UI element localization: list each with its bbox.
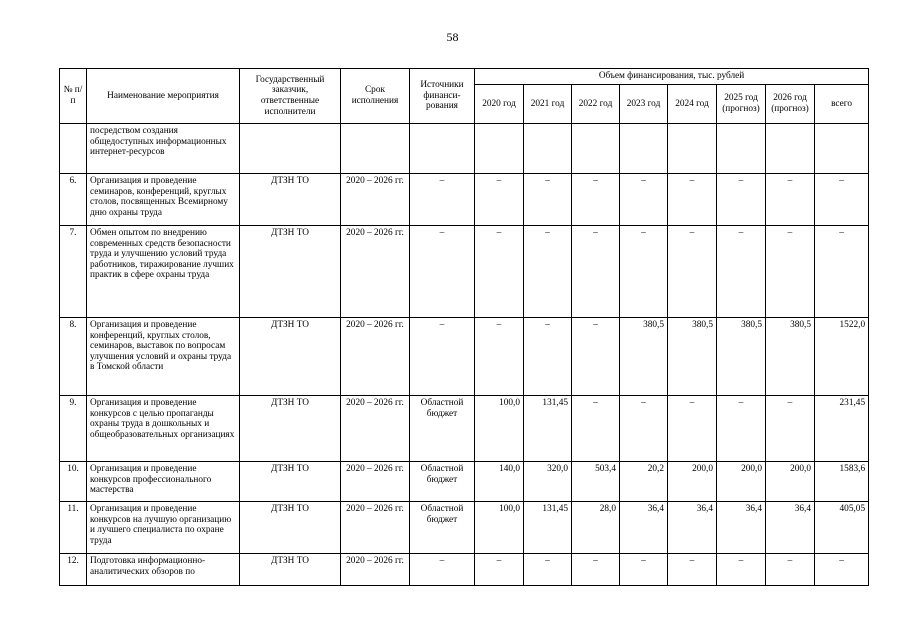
funding-value: – <box>717 174 766 226</box>
activity-name: Организация и проведение конкурсов профессионального мастерства <box>87 462 240 502</box>
term-cell: 2020 – 2026 гг. <box>341 174 410 226</box>
table-row <box>60 124 869 174</box>
funding-value: 200,0 <box>717 462 766 502</box>
funding-value: 100,0 <box>475 396 524 462</box>
customer-cell: ДТЗН ТО <box>240 396 341 462</box>
activity-name: Организация и проведение семинаров, конференций, круглых столов, посвященных Всемирному дню охраны труда <box>87 174 240 226</box>
source-cell: – <box>410 554 475 586</box>
funding-value: – <box>668 226 717 318</box>
funding-value: – <box>717 226 766 318</box>
header-year: 2020 год <box>475 85 524 124</box>
funding-value: – <box>668 554 717 586</box>
table-row <box>60 462 869 502</box>
customer-cell: ДТЗН ТО <box>240 318 341 396</box>
funding-value: – <box>475 226 524 318</box>
total-cell <box>815 124 869 174</box>
funding-value <box>475 124 524 174</box>
term-cell: 2020 – 2026 гг. <box>341 318 410 396</box>
funding-value <box>620 124 668 174</box>
funding-value <box>572 124 620 174</box>
funding-value: – <box>572 396 620 462</box>
table-row <box>60 554 869 586</box>
header-funding-group: Объем финансирования, тыс. рублей <box>475 69 869 85</box>
header-year: 2021 год <box>524 85 572 124</box>
funding-value: – <box>475 554 524 586</box>
funding-value: – <box>572 226 620 318</box>
source-cell: Областной бюджет <box>410 502 475 554</box>
term-cell: 2020 – 2026 гг. <box>341 462 410 502</box>
funding-value <box>668 124 717 174</box>
funding-value: – <box>766 174 815 226</box>
funding-value: 200,0 <box>668 462 717 502</box>
funding-value: 36,4 <box>620 502 668 554</box>
total-cell: 1583,6 <box>815 462 869 502</box>
source-cell: – <box>410 318 475 396</box>
funding-value: 380,5 <box>717 318 766 396</box>
total-cell: – <box>815 554 869 586</box>
funding-value: – <box>524 554 572 586</box>
funding-value: 36,4 <box>717 502 766 554</box>
activity-name: Организация и проведение конкурсов на лучшую организацию и лучшего специалиста по охране труда <box>87 502 240 554</box>
row-number: 12. <box>60 554 87 586</box>
term-cell <box>341 124 410 174</box>
term-cell: 2020 – 2026 гг. <box>341 554 410 586</box>
activity-name: Организация и проведение конкурсов с целью пропаганды охраны труда в дошкольных и общеобразовательных организациях <box>87 396 240 462</box>
funding-value: – <box>475 174 524 226</box>
row-number: 10. <box>60 462 87 502</box>
source-cell <box>410 124 475 174</box>
funding-value: – <box>620 174 668 226</box>
source-cell: Областной бюджет <box>410 396 475 462</box>
funding-value: – <box>620 554 668 586</box>
header-customer: Государственный заказчик, ответственные исполнители <box>240 69 341 124</box>
funding-value: – <box>524 226 572 318</box>
table-row <box>60 174 869 226</box>
row-number <box>60 124 87 174</box>
funding-value: 36,4 <box>766 502 815 554</box>
header-year: 2023 год <box>620 85 668 124</box>
row-number: 8. <box>60 318 87 396</box>
total-cell: – <box>815 226 869 318</box>
funding-value: – <box>668 396 717 462</box>
activity-name: Подготовка информационно-аналитических обзоров по <box>87 554 240 586</box>
table-row <box>60 226 869 318</box>
funding-value: – <box>572 554 620 586</box>
funding-value: – <box>572 318 620 396</box>
customer-cell: ДТЗН ТО <box>240 462 341 502</box>
total-cell: 231,45 <box>815 396 869 462</box>
customer-cell: ДТЗН ТО <box>240 226 341 318</box>
table-body <box>60 124 869 586</box>
total-cell: – <box>815 174 869 226</box>
funding-value: 503,4 <box>572 462 620 502</box>
total-cell: 1522,0 <box>815 318 869 396</box>
funding-value: 131,45 <box>524 502 572 554</box>
row-number: 11. <box>60 502 87 554</box>
term-cell: 2020 – 2026 гг. <box>341 396 410 462</box>
funding-value: – <box>524 318 572 396</box>
funding-value <box>766 124 815 174</box>
table-row <box>60 502 869 554</box>
table-header <box>60 69 869 124</box>
funding-value: – <box>475 318 524 396</box>
funding-value: 36,4 <box>668 502 717 554</box>
funding-value: 380,5 <box>668 318 717 396</box>
page-number: 58 <box>446 30 459 44</box>
customer-cell <box>240 124 341 174</box>
funding-value: – <box>717 554 766 586</box>
funding-value: 380,5 <box>766 318 815 396</box>
funding-value: – <box>766 226 815 318</box>
customer-cell: ДТЗН ТО <box>240 174 341 226</box>
funding-value: 200,0 <box>766 462 815 502</box>
row-number: 6. <box>60 174 87 226</box>
funding-value: 100,0 <box>475 502 524 554</box>
header-name: Наименование мероприятия <box>87 69 240 124</box>
source-cell: – <box>410 174 475 226</box>
funding-value: 28,0 <box>572 502 620 554</box>
funding-value: 320,0 <box>524 462 572 502</box>
row-number: 7. <box>60 226 87 318</box>
source-cell: – <box>410 226 475 318</box>
funding-value: – <box>524 174 572 226</box>
total-cell: 405,05 <box>815 502 869 554</box>
header-year: 2026 год (прогноз) <box>766 85 815 124</box>
term-cell: 2020 – 2026 гг. <box>341 226 410 318</box>
funding-value: 140,0 <box>475 462 524 502</box>
header-num: № п/п <box>60 69 87 124</box>
header-total: всего <box>815 85 869 124</box>
table-row <box>60 396 869 462</box>
funding-value <box>524 124 572 174</box>
funding-value: – <box>572 174 620 226</box>
customer-cell: ДТЗН ТО <box>240 502 341 554</box>
header-year: 2025 год (прогноз) <box>717 85 766 124</box>
funding-value: 380,5 <box>620 318 668 396</box>
customer-cell: ДТЗН ТО <box>240 554 341 586</box>
activity-name: Обмен опытом по внедрению современных средств безопасности труда и улучшению условий труда работников, тиражирование лучших практик в сфере охраны труда <box>87 226 240 318</box>
row-number: 9. <box>60 396 87 462</box>
funding-value: – <box>766 554 815 586</box>
activity-name: Организация и проведение конференций, круглых столов, семинаров, выставок по вопросам улучшения условий и охраны труда в Томской области <box>87 318 240 396</box>
funding-value: – <box>620 396 668 462</box>
funding-value: – <box>620 226 668 318</box>
funding-table <box>59 68 869 586</box>
funding-value: 131,45 <box>524 396 572 462</box>
header-year: 2022 год <box>572 85 620 124</box>
activity-name: посредством создания общедоступных информационных интернет-ресурсов <box>87 124 240 174</box>
table-row <box>60 318 869 396</box>
header-source: Источники финанси-рования <box>410 69 475 124</box>
header-year: 2024 год <box>668 85 717 124</box>
funding-value: 20,2 <box>620 462 668 502</box>
source-cell: Областной бюджет <box>410 462 475 502</box>
funding-value <box>717 124 766 174</box>
header-term: Срок исполнения <box>341 69 410 124</box>
term-cell: 2020 – 2026 гг. <box>341 502 410 554</box>
funding-value: – <box>717 396 766 462</box>
funding-value: – <box>766 396 815 462</box>
funding-value: – <box>668 174 717 226</box>
